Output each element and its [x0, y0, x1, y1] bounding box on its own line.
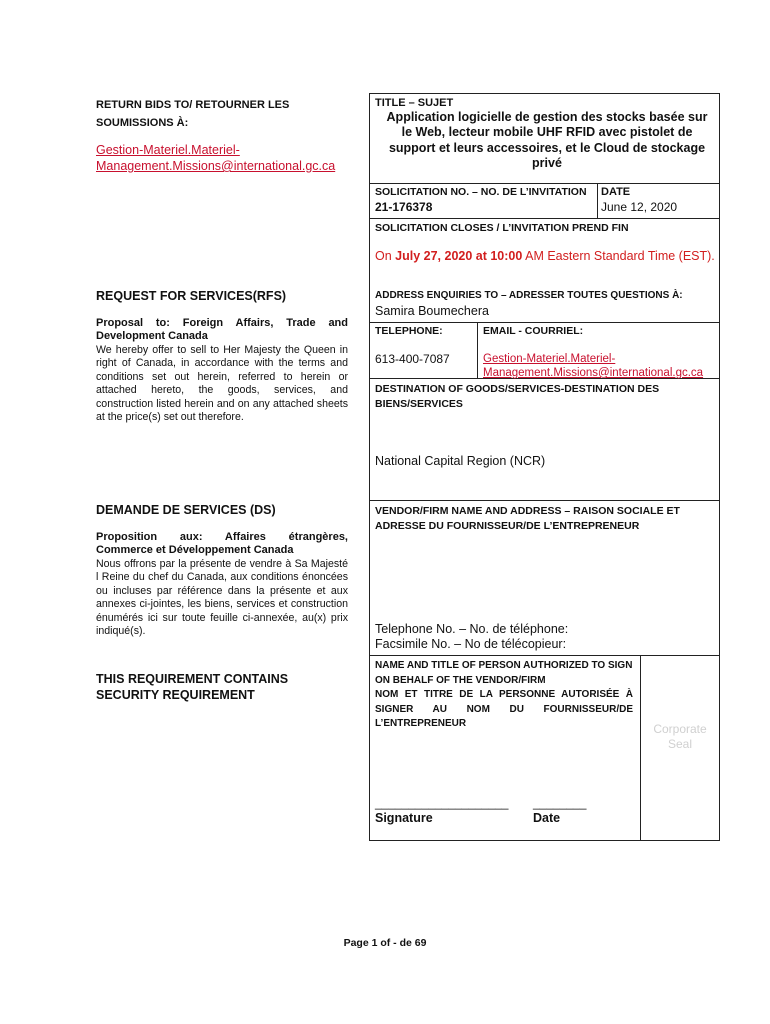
page-number: Page 1 of - de 69 [343, 937, 427, 949]
ds-heading: DEMANDE DE SERVICES (DS) [96, 503, 276, 517]
security-line2: SECURITY REQUIREMENT [96, 688, 255, 702]
signature-label: Signature [375, 811, 433, 825]
security-requirement [96, 671, 288, 703]
closes-prefix: On [375, 249, 396, 263]
return-bids-email[interactable] [96, 142, 335, 174]
rule-title-bottom [369, 183, 720, 184]
enquiries-name: Samira Boumechera [375, 304, 489, 318]
right-border-left [369, 93, 370, 841]
return-bids-email-line1[interactable]: Gestion-Materiel.Materiel- [96, 143, 240, 157]
closes-label: SOLICITATION CLOSES / L’INVITATION PREND FIN [375, 222, 629, 234]
rule-enquiries-bottom [369, 322, 720, 323]
return-bids-label: RETURN BIDS TO/ RETOURNER LES SOUMISSIONS À: [96, 99, 290, 129]
ds-proposal: Proposition aux: Affaires étrangères, Commerce et Développement Canada [96, 531, 348, 557]
rule-bottom [369, 840, 720, 841]
authorized-label-fr: NOM ET TITRE DE LA PERSONNE AUTORISÉE À SIGNER AU NOM DU FOURNISSEUR/DE L’ENTREPRENEUR [375, 689, 633, 729]
closes-suffix: AM Eastern Standard Time (EST). [522, 249, 715, 263]
rule-date-divider [597, 183, 598, 218]
vendor-telephone: Telephone No. – No. de téléphone: [375, 622, 569, 636]
enquiries-label: ADDRESS ENQUIRIES TO – ADRESSER TOUTES QUESTIONS À: [375, 290, 683, 301]
solicitation-label: SOLICITATION NO. – NO. DE L’INVITATION [375, 186, 587, 198]
vendor-facsimile: Facsimile No. – No de télécopieur: [375, 637, 567, 651]
date-sign-label: Date [533, 811, 561, 825]
rule-destination-bottom [369, 500, 720, 501]
authorized-label-en: NAME AND TITLE OF PERSON AUTHORIZED TO SIGN ON BEHALF OF THE VENDOR/FIRM [375, 660, 633, 686]
closes-date-time: July 27, 2020 at 10:00 [395, 249, 523, 263]
title-text: Application logicielle de gestion des stocks basée sur le Web, lecteur mobile UHF RFID avec pistolet de support et leurs accessoires, et le Cloud de stockage privé [386, 110, 708, 171]
closes-text [375, 249, 715, 263]
rule-vendor-bottom [369, 655, 720, 656]
seal-line1: Corporate [653, 722, 707, 736]
corporate-seal [641, 722, 719, 752]
date-value: June 12, 2020 [601, 200, 678, 214]
right-border-right [719, 93, 720, 841]
signature-line: ____________________ [375, 796, 509, 810]
email-label: EMAIL - COURRIEL: [483, 325, 584, 337]
return-bids-email-line2[interactable]: Management.Missions@international.gc.ca [96, 159, 336, 173]
ds-body: Nous offrons par la présente de vendre à Sa Majesté l Reine du chef du Canada, aux conditions énoncées ou incluses par référence dans la présente et aux annexes ci-jointes, les biens, services et construction énumérés ici sur toute feuille ci-annexée, au(x) prix indiqué(s). [96, 558, 348, 638]
telephone-label: TELEPHONE: [375, 325, 443, 337]
date-sign-line: ________ [533, 796, 587, 810]
rfs-body: We hereby offer to sell to Her Majesty the Queen in right of Canada, in accordance with the terms and conditions set out herein, referred to herein or attached hereto, the goods, services, and construction listed herein and on any attached sheets at the price(s) set out therefore. [96, 344, 348, 424]
rule-solicitation-bottom [369, 218, 720, 219]
contact-email-line1[interactable]: Gestion-Materiel.Materiel- [483, 353, 616, 365]
title-label: TITLE – SUJET [375, 97, 454, 109]
solicitation-number: 21-176378 [375, 200, 433, 214]
rule-tel-divider [477, 322, 478, 378]
rfs-heading: REQUEST FOR SERVICES(RFS) [96, 289, 287, 303]
contact-email[interactable] [483, 352, 703, 380]
destination-value: National Capital Region (NCR) [375, 454, 546, 468]
vendor-contact-fields [375, 622, 568, 652]
destination-label: DESTINATION OF GOODS/SERVICES-DESTINATION DES BIENS/SERVICES [375, 383, 660, 410]
vendor-label: VENDOR/FIRM NAME AND ADDRESS – RAISON SOCIALE ET ADRESSE DU FOURNISSEUR/DE L’ENTREPRENEUR [375, 505, 680, 532]
telephone-value: 613-400-7087 [375, 352, 450, 366]
rfs-proposal: Proposal to: Foreign Affairs, Trade and Development Canada [96, 317, 348, 343]
security-line1: THIS REQUIREMENT CONTAINS [96, 672, 289, 686]
contact-email-line2[interactable]: Management.Missions@international.gc.ca [483, 367, 704, 379]
date-label: DATE [601, 186, 631, 198]
seal-line2: Seal [667, 737, 693, 751]
rule-top [369, 93, 720, 94]
